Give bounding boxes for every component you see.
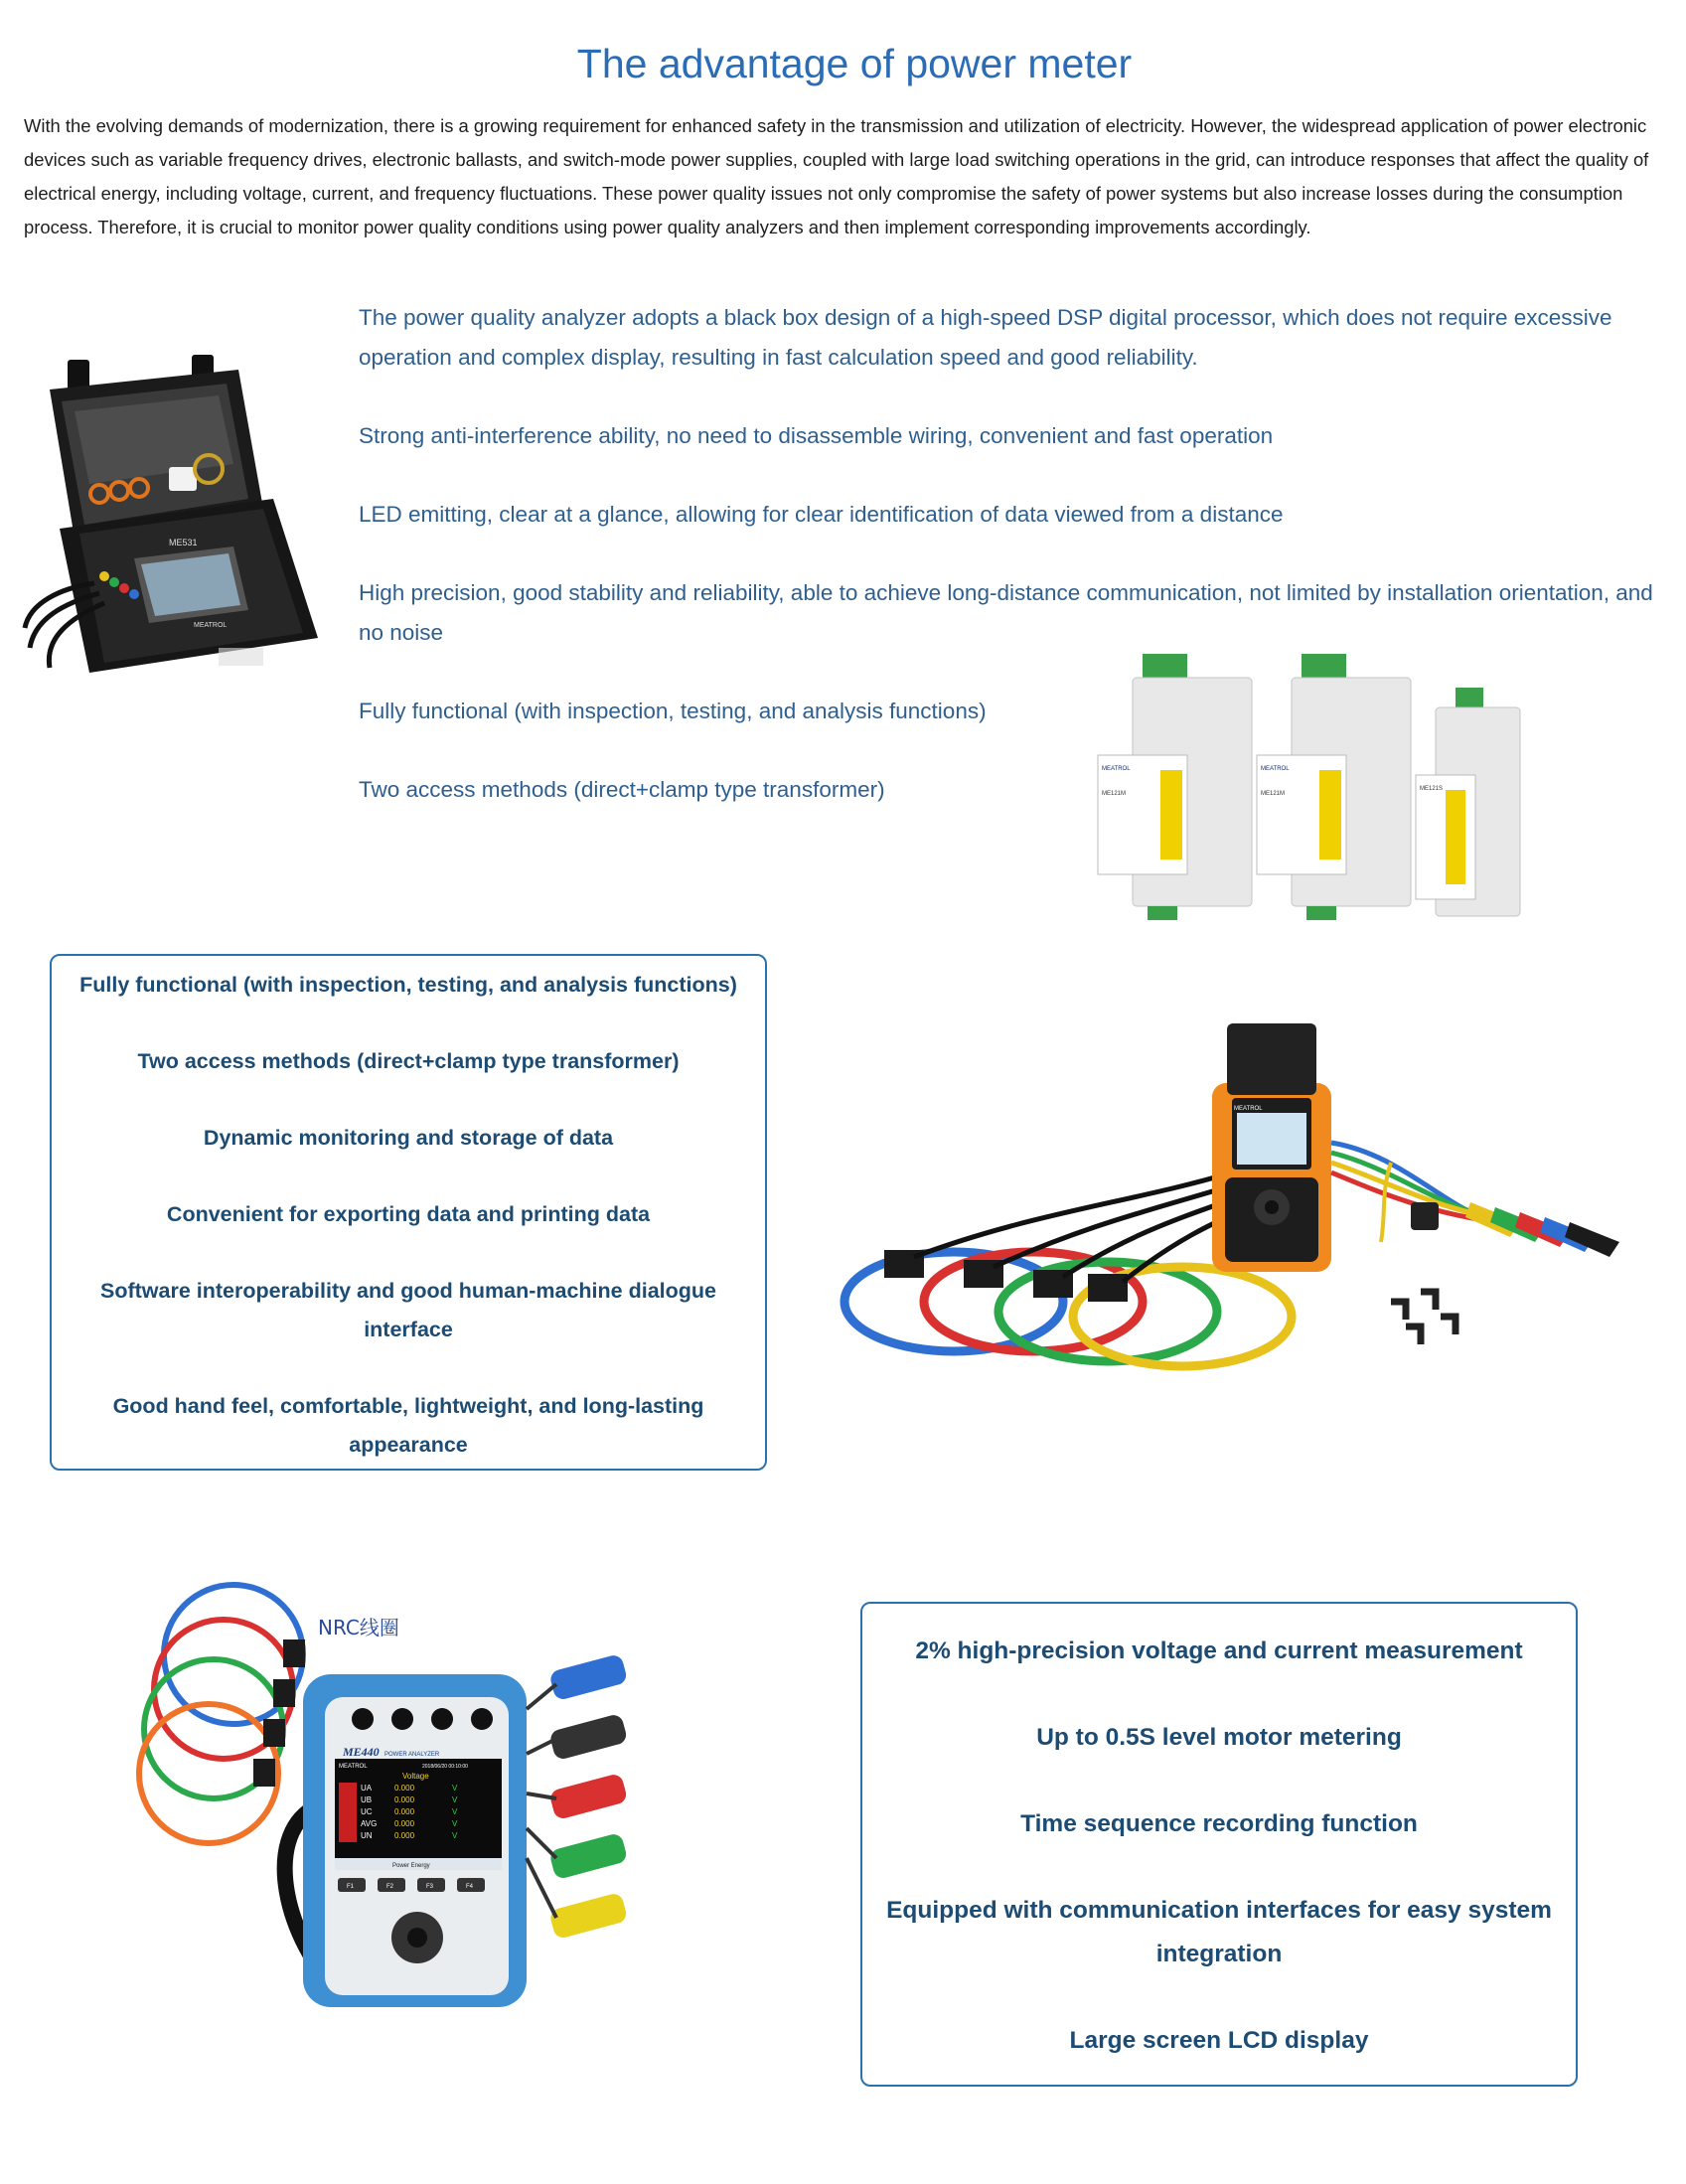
- feature-item: Fully functional (with inspection, testing, and analysis functions): [359, 699, 987, 723]
- case-model-label: ME531: [169, 538, 198, 547]
- box-item: Equipped with communication interfaces for easy system integration: [886, 1897, 1552, 1967]
- fkey-label: F3: [426, 1884, 434, 1890]
- handheld-brand: MEATROL: [1234, 1106, 1263, 1112]
- screen-footer: Power Energy: [392, 1863, 430, 1869]
- box-item: Dynamic monitoring and storage of data: [203, 1126, 614, 1150]
- screen-unit: V: [452, 1807, 458, 1816]
- box-item: Convenient for exporting data and printing data: [166, 1202, 651, 1226]
- me440-analyzer-image: [114, 1580, 730, 2007]
- din-model-3: ME121S: [1420, 786, 1444, 792]
- feature-item: Strong anti-interference ability, no need to disassemble wiring, convenient and fast operation: [359, 423, 1274, 448]
- intro-paragraph: With the evolving demands of modernization, there is a growing requirement for enhanced safety in the transmission and utilization of electricity. However, the widespread application of power electronic devices such as variable frequency drives, electronic ballasts, and switch-mode power supplies, coupled with large load switching operations in the grid, can introduce responses that affect the quality of electrical energy, including voltage, current, and frequency fluctuations. These power quality issues not only compromise the safety of power systems but also increase losses during the consumption process. Therefore, it is crucial to monitor power quality conditions using power quality analyzers and then implement corresponding improvements accordingly.: [24, 115, 1649, 237]
- analyzer-subtitle: POWER ANALYZER: [384, 1752, 440, 1758]
- fkey-label: F4: [466, 1884, 474, 1890]
- screen-datetime: 2018/06/20 00:10:00: [422, 1764, 468, 1770]
- screen-value: 0.000: [394, 1807, 415, 1816]
- screen-value: 0.000: [394, 1831, 415, 1840]
- din-rail-meters-image: [1093, 646, 1550, 944]
- box-item: 2% high-precision voltage and current measurement: [915, 1638, 1523, 1664]
- screen-unit: V: [452, 1819, 458, 1828]
- box-item: Up to 0.5S level motor metering: [1036, 1724, 1402, 1751]
- screen-unit: V: [452, 1784, 458, 1793]
- screen-label: UB: [361, 1795, 373, 1804]
- feature-item: Two access methods (direct+clamp type transformer): [359, 777, 885, 802]
- box-item: Time sequence recording function: [1020, 1810, 1418, 1837]
- screen-unit: V: [452, 1831, 458, 1840]
- screen-label: UN: [361, 1831, 373, 1840]
- box-item: Large screen LCD display: [1069, 2027, 1369, 2054]
- din-brand-2: MEATROL: [1261, 766, 1290, 772]
- nrc-coil-label: NRC线圈: [318, 1616, 399, 1639]
- box-item: Good hand feel, comfortable, lightweight, and long-lasting appearance: [112, 1394, 704, 1457]
- feature-item: LED emitting, clear at a glance, allowing for clear identification of data viewed from a distance: [359, 502, 1284, 527]
- power-analyzer-case-image: [20, 350, 338, 688]
- handheld-analyzer-image: [835, 1004, 1649, 1401]
- page-title: The advantage of power meter: [576, 41, 1133, 87]
- fkey-label: F2: [386, 1884, 394, 1890]
- features-box-handheld: [50, 954, 767, 1471]
- box-item: Two access methods (direct+clamp type transformer): [137, 1049, 680, 1073]
- screen-label: UC: [361, 1807, 373, 1816]
- fkey-label: F1: [347, 1884, 355, 1890]
- screen-label: UA: [361, 1784, 373, 1793]
- screen-value: 0.000: [394, 1819, 415, 1828]
- box-item: Software interoperability and good human-machine dialogue interface: [100, 1279, 716, 1341]
- features-box-analyzer: [860, 1602, 1578, 2087]
- din-brand-1: MEATROL: [1102, 766, 1131, 772]
- feature-item: The power quality analyzer adopts a black box design of a high-speed DSP digital processor, which does not require excessive operation and complex display, resulting in fast calculation speed and good reliability.: [359, 305, 1612, 370]
- screen-label: AVG: [361, 1819, 378, 1828]
- box-item: Fully functional (with inspection, testing, and analysis functions): [79, 973, 737, 997]
- din-model-1: ME121M: [1102, 791, 1127, 797]
- case-brand-label: MEATROL: [194, 622, 228, 629]
- din-model-2: ME121M: [1261, 791, 1286, 797]
- screen-value: 0.000: [394, 1784, 415, 1793]
- screen-value: 0.000: [394, 1795, 415, 1804]
- screen-brand: MEATROL: [339, 1764, 368, 1770]
- analyzer-model: ME440: [343, 1745, 380, 1759]
- feature-item: High precision, good stability and reliability, able to achieve long-distance communication, not limited by installation orientation, and no noise: [359, 580, 1653, 645]
- screen-title: Voltage: [402, 1772, 429, 1781]
- screen-unit: V: [452, 1795, 458, 1804]
